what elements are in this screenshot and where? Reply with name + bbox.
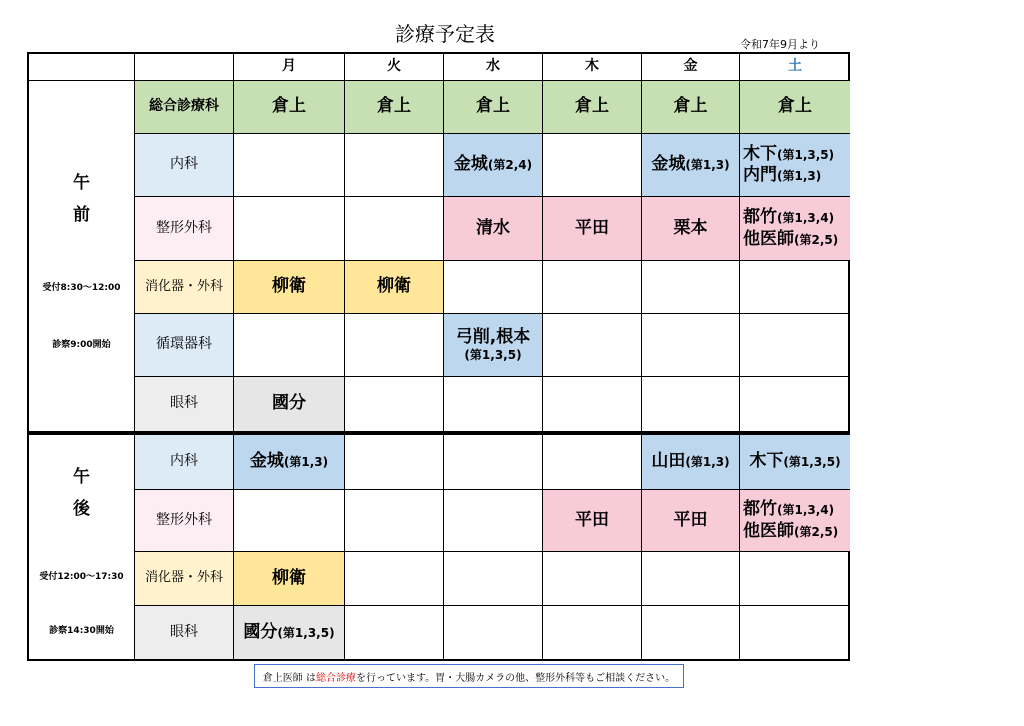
am-dept-internal: 内科 [135,134,234,197]
am-general-sat-cell [740,81,850,134]
pm-reception-hours: 受付12:00～17:30 [39,572,124,582]
day-header-mon: 月 [234,54,345,81]
doctor-name: 倉上 [377,96,411,117]
pm-gastro-surgery-mon-cell [234,552,345,606]
doctor-name: 倉上 [476,96,510,117]
doctor-name: 都竹 [743,499,777,520]
doctor-name: 平田 [575,217,609,238]
pm-internal-sat-cell [740,435,850,490]
pm-internal-thu-cell [543,435,642,490]
pm-gastro-surgery-wed-cell [444,552,543,606]
am-gastro-surgery-wed-cell [444,261,543,314]
am-general-tue-cell [345,81,444,134]
am-orthopedics-fri-cell [642,197,740,261]
pm-dept-ophthalmology: 眼科 [135,606,234,659]
am-ophthalmology-wed-cell [444,377,543,431]
pm-label-1: 午 [73,467,90,487]
doctor-name-2: 他医師 [743,228,794,249]
page-title: 診療予定表 [395,22,495,46]
doctor-name: 柳衛 [272,276,306,297]
corner-cell [29,54,135,81]
day-header-sat: 土 [740,54,850,81]
day-header-tue: 火 [345,54,444,81]
am-dept-orthopedics: 整形外科 [135,197,234,261]
pm-ophthalmology-tue-cell [345,606,444,659]
am-internal-sat-cell [740,134,850,197]
am-orthopedics-tue-cell [345,197,444,261]
am-gastro-surgery-thu-cell [543,261,642,314]
doctor-name: 木下 [749,451,784,472]
footer-highlight: 総合診療 [315,672,356,684]
pm-gastro-surgery-sat-cell [740,552,850,606]
doctor-name: 柳衛 [377,276,411,297]
week-note: (第1,3,5) [464,348,522,363]
week-note: (第1,3,4) [777,211,835,226]
footer-note [254,664,684,688]
doctor-name: 平田 [673,509,708,530]
doctor-name: 弓削,根本 [455,326,531,347]
pm-gastro-surgery-fri-cell [642,552,740,606]
am-gastro-surgery-sat-cell [740,261,850,314]
pm-orthopedics-wed-cell [444,490,543,552]
week-note: (第1,3) [283,455,329,470]
am-orthopedics-sat-cell [740,197,850,261]
dept-header-cell [135,54,234,81]
am-internal-mon-cell [234,134,345,197]
am-general-wed-cell [444,81,543,134]
doctor-name: 倉上 [673,96,708,117]
doctor-name: 柳衛 [272,567,306,588]
week-note: (第1,3,5) [777,147,835,162]
am-general-fri-cell [642,81,740,134]
footer-text-1: 倉上医師 は [262,672,316,684]
am-gastro-surgery-mon-cell [234,261,345,314]
am-ophthalmology-tue-cell [345,377,444,431]
schedule-table [27,52,850,661]
pm-ophthalmology-fri-cell [642,606,740,659]
am-gastro-surgery-tue-cell [345,261,444,314]
am-ophthalmology-mon-cell [234,377,345,431]
am-label-1: 午 [73,173,90,193]
pm-ophthalmology-wed-cell [444,606,543,659]
week-note: (第1,3,5) [783,455,841,470]
day-header-thu: 木 [543,54,642,81]
doctor-name: 山田 [651,451,686,472]
pm-side-label [29,435,135,661]
week-note: (第1,3) [685,158,730,173]
pm-orthopedics-mon-cell [234,490,345,552]
am-cardiology-tue-cell [345,314,444,377]
pm-internal-tue-cell [345,435,444,490]
day-header-fri: 金 [642,54,740,81]
pm-orthopedics-sat-cell [740,490,850,552]
doctor-name-2: 他医師 [743,520,794,541]
am-dept-general: 総合診療科 [135,81,234,134]
pm-dept-gastro-surgery: 消化器・外科 [135,552,234,606]
week-note-2: (第2,5) [794,232,839,247]
am-side-label [29,81,135,431]
am-cardiology-thu-cell [543,314,642,377]
am-dept-cardiology: 循環器科 [135,314,234,377]
pm-gastro-surgery-tue-cell [345,552,444,606]
pm-ophthalmology-thu-cell [543,606,642,659]
am-internal-thu-cell [543,134,642,197]
doctor-name: 栗本 [673,217,708,238]
pm-ophthalmology-sat-cell [740,606,850,659]
am-reception-hours: 受付8:30～12:00 [42,283,121,293]
doctor-name: 倉上 [778,96,812,117]
day-header-wed: 水 [444,54,543,81]
pm-internal-fri-cell [642,435,740,490]
doctor-name: 平田 [575,509,609,530]
am-start-time: 診察9:00開始 [52,340,111,350]
pm-gastro-surgery-thu-cell [543,552,642,606]
am-gastro-surgery-fri-cell [642,261,740,314]
week-note: (第1,3,5) [277,625,335,640]
doctor-name: 金城 [651,154,686,175]
effective-date: 令和7年9月より [740,38,820,51]
week-note: (第1,3,4) [777,503,835,518]
pm-start-time: 診察14:30開始 [49,626,114,636]
am-internal-tue-cell [345,134,444,197]
am-cardiology-wed-cell [444,314,543,377]
doctor-name: 國分 [243,621,278,642]
doctor-name: 倉上 [575,96,609,117]
doctor-name: 清水 [476,217,510,238]
pm-internal-wed-cell [444,435,543,490]
am-cardiology-fri-cell [642,314,740,377]
pm-ophthalmology-mon-cell [234,606,345,659]
week-note: (第2,4) [487,158,533,173]
am-ophthalmology-thu-cell [543,377,642,431]
pm-dept-internal: 内科 [135,435,234,490]
week-note-2: (第1,3) [777,169,822,183]
doctor-name-2: 内門 [743,165,777,185]
am-dept-gastro-surgery: 消化器・外科 [135,261,234,314]
doctor-name: 國分 [272,393,306,414]
pm-orthopedics-fri-cell [642,490,740,552]
pm-dept-orthopedics: 整形外科 [135,490,234,552]
am-orthopedics-mon-cell [234,197,345,261]
pm-label-2: 後 [73,499,90,520]
pm-orthopedics-thu-cell [543,490,642,552]
am-label-2: 前 [73,205,90,226]
doctor-name: 木下 [743,143,777,164]
doctor-name: 金城 [249,451,284,472]
am-general-mon-cell [234,81,345,134]
am-orthopedics-thu-cell [543,197,642,261]
pm-internal-mon-cell [234,435,345,490]
doctor-name: 金城 [453,154,488,175]
footer-text-2: を行っています。胃・大腸カメラの他、整形外科等もご相談ください。 [355,672,676,684]
am-orthopedics-wed-cell [444,197,543,261]
am-internal-fri-cell [642,134,740,197]
doctor-name: 倉上 [272,96,306,117]
am-dept-ophthalmology: 眼科 [135,377,234,431]
am-internal-wed-cell [444,134,543,197]
am-cardiology-mon-cell [234,314,345,377]
week-note: (第1,3) [685,455,730,470]
am-cardiology-sat-cell [740,314,850,377]
week-note-2: (第2,5) [794,524,839,539]
am-general-thu-cell [543,81,642,134]
pm-orthopedics-tue-cell [345,490,444,552]
am-ophthalmology-sat-cell [740,377,850,431]
doctor-name: 都竹 [743,207,777,228]
am-ophthalmology-fri-cell [642,377,740,431]
